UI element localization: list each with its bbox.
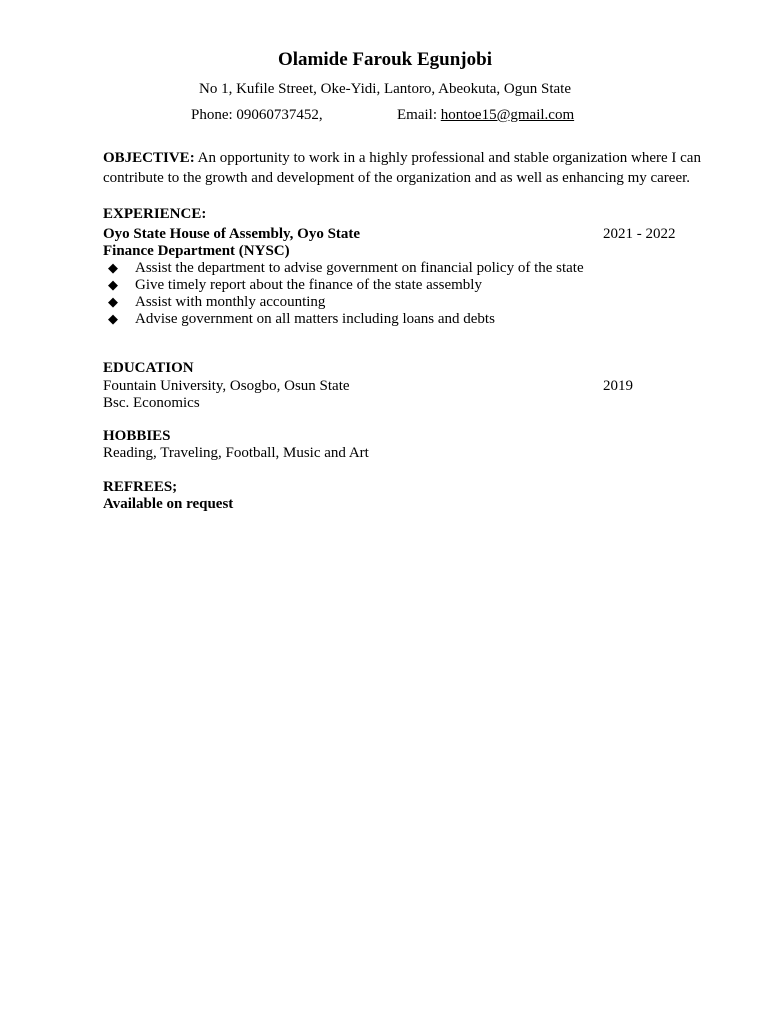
education-heading: EDUCATION <box>103 360 194 376</box>
duty-text: Advise government on all matters including loans and debts <box>135 311 495 327</box>
duty-text: Give timely report about the finance of the state assembly <box>135 277 482 293</box>
referees-heading: REFREES; <box>103 479 178 495</box>
hobbies-heading: HOBBIES <box>103 428 171 444</box>
diamond-bullet-icon: ◆ <box>108 261 118 276</box>
objective-text: An opportunity to work in a highly professional and stable organization where I can contribute to the growth and development of the organization and as well as enhancing my career. <box>103 150 701 186</box>
school-name: Fountain University, Osogbo, Osun State <box>103 378 350 394</box>
objective-label: OBJECTIVE: <box>103 150 195 166</box>
duty-text: Assist with monthly accounting <box>135 294 326 310</box>
duty-item <box>108 311 495 328</box>
objective-section <box>103 148 733 188</box>
address-line: No 1, Kufile Street, Oke-Yidi, Lantoro, Abeokuta, Ogun State <box>198 81 571 97</box>
duty-text: Assist the department to advise government on financial policy of the state <box>135 260 584 276</box>
phone-line: Phone: 09060737452, <box>191 107 323 123</box>
email-link[interactable]: hontoe15@gmail.com <box>440 107 575 123</box>
experience-dates: 2021 - 2022 <box>603 226 676 242</box>
employer-name: Oyo State House of Assembly, Oyo State <box>103 226 361 242</box>
duty-item <box>108 294 325 311</box>
diamond-bullet-icon: ◆ <box>108 312 118 327</box>
email-label: Email: <box>397 107 441 123</box>
duty-item <box>108 277 482 294</box>
degree: Bsc. Economics <box>103 395 200 411</box>
diamond-bullet-icon: ◆ <box>108 295 118 310</box>
resume-name: Olamide Farouk Egunjobi <box>278 49 492 70</box>
department-name: Finance Department (NYSC) <box>103 243 290 259</box>
duty-item <box>108 260 584 277</box>
diamond-bullet-icon: ◆ <box>108 278 118 293</box>
email-line <box>397 106 574 124</box>
experience-heading: EXPERIENCE: <box>103 206 207 222</box>
hobbies-text: Reading, Traveling, Football, Music and Art <box>103 445 369 461</box>
graduation-year: 2019 <box>603 378 633 394</box>
referees-text: Available on request <box>103 496 234 512</box>
